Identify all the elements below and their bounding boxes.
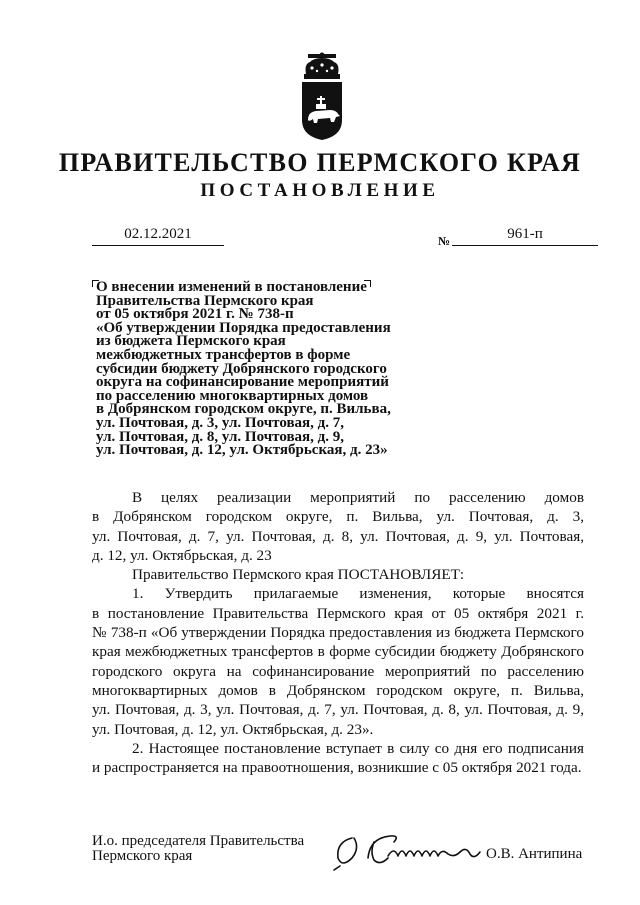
subject-line: по расселению многоквартирных домов — [96, 387, 369, 404]
body-line: Правительство Пермского края ПОСТАНОВЛЯЕТ: — [132, 566, 465, 584]
document-body — [92, 488, 584, 777]
body-line: 2. Настоящее постановление вступает в силу со дня его подписания — [132, 739, 584, 757]
body-line: ул. Почтовая, д. 7, ул. Почтовая, д. 8, ул. Почтовая, д. 9, ул. Почтовая, — [92, 527, 584, 545]
subject-line: от 05 октября 2021 г. № 738-п — [96, 306, 294, 323]
signatory-role-line: И.о. председателя Правительства — [92, 833, 305, 849]
body-line: ул. Почтовая, д. 12, ул. Октябрьская, д. 23». — [92, 720, 374, 738]
signature-icon — [330, 828, 490, 872]
subject-line: О внесении изменений в постановление — [96, 279, 367, 295]
body-line: № 738-п «Об утверждении Порядка предоставления из бюджета Пермского — [92, 624, 584, 642]
body-line: д. 12, ул. Октябрьская, д. 23 — [92, 546, 272, 564]
subject-line: субсидии бюджету Добрянского городского — [96, 360, 387, 377]
subject-line: Правительства Пермского края — [96, 292, 314, 309]
subject-line: округа на софинансирование мероприятий — [96, 374, 389, 391]
subject-line: межбюджетных трансфертов в форме — [96, 346, 351, 363]
number-sign: № — [438, 234, 451, 248]
signatory-role-line: Пермского края — [92, 848, 193, 864]
body-line: многоквартирных домов в Добрянском городском округе, п. Вильва, — [92, 681, 584, 699]
body-line: городского округа на софинансирование мероприятий по расселению — [92, 662, 584, 680]
body-line: в постановление Правительства Пермского края от 05 октября 2021 г. — [92, 604, 584, 622]
body-line: 1. Утвердить прилагаемые изменения, которые вносятся — [132, 585, 584, 603]
document-date: 02.12.2021 — [92, 226, 224, 246]
body-line: и распространяется на правоотношения, возникшие с 05 октября 2021 года. — [92, 759, 582, 777]
subject-line: в Добрянском городском округе, п. Вильва, — [96, 401, 391, 418]
government-title: ПРАВИТЕЛЬСТВО ПЕРМСКОГО КРАЯ — [58, 148, 582, 177]
signatory-name: О.В. Антипина — [486, 846, 583, 862]
subject-line: «Об утверждении Порядка предоставления — [96, 319, 391, 336]
body-line: ул. Почтовая, д. 3, ул. Почтовая, д. 7, ул. Почтовая, д. 8, ул. Почтовая, д. 9, — [92, 701, 584, 719]
document-subject — [96, 281, 396, 458]
subject-line: ул. Почтовая, д. 12, ул. Октябрьская, д. 23» — [96, 442, 388, 459]
body-line: края межбюджетных трансфертов в форме субсидии бюджету Добрянского — [92, 643, 584, 661]
subject-line: ул. Почтовая, д. 3, ул. Почтовая, д. 7, — [96, 414, 345, 431]
subject-line: ул. Почтовая, д. 8, ул. Почтовая, д. 9, — [96, 428, 345, 445]
signatory-role — [92, 834, 304, 864]
document-type: ПОСТАНОВЛЕНИЕ — [200, 180, 440, 201]
body-line: в Добрянском городском округе, п. Вильва, ул. Почтовая, д. 3, — [92, 508, 584, 526]
body-line: В целях реализации мероприятий по расселению домов — [132, 489, 584, 506]
document-number: 961-п — [452, 226, 598, 246]
coat-of-arms-icon — [296, 52, 348, 142]
subject-line: из бюджета Пермского края — [96, 333, 286, 350]
